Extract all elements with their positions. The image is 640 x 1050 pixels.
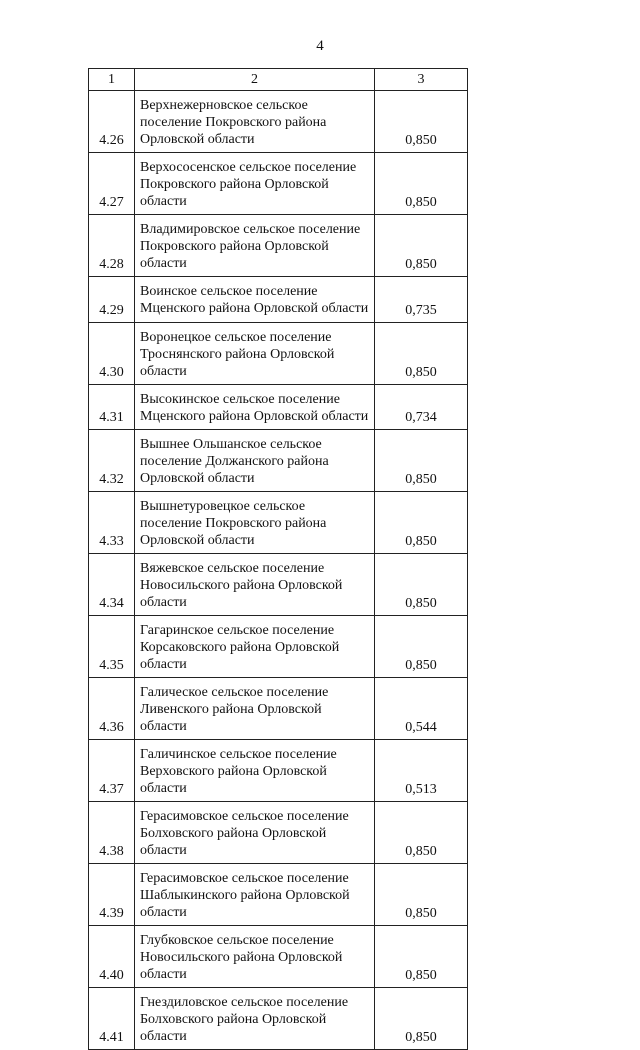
coefficient-value: 0,735 xyxy=(375,277,468,323)
settlement-name: Гнездиловское сельское поселение Болховского района Орловской области xyxy=(135,988,375,1050)
table-row xyxy=(89,926,468,988)
row-number: 4.36 xyxy=(89,678,135,740)
table-row xyxy=(89,740,468,802)
settlement-name: Воинское сельское поселение Мценского района Орловской области xyxy=(135,277,375,323)
coefficient-value: 0,850 xyxy=(375,864,468,926)
row-number: 4.39 xyxy=(89,864,135,926)
row-number: 4.38 xyxy=(89,802,135,864)
table-row xyxy=(89,277,468,323)
settlement-name: Владимировское сельское поселение Покровского района Орловской области xyxy=(135,215,375,277)
settlement-name: Глубковское сельское поселение Новосильского района Орловской области xyxy=(135,926,375,988)
table-row xyxy=(89,153,468,215)
coefficient-value: 0,850 xyxy=(375,926,468,988)
coefficient-value: 0,734 xyxy=(375,384,468,430)
row-number: 4.28 xyxy=(89,215,135,277)
coefficient-value: 0,850 xyxy=(375,215,468,277)
table-row xyxy=(89,492,468,554)
settlement-name: Гагаринское сельское поселение Корсаковского района Орловской области xyxy=(135,616,375,678)
coefficient-value: 0,513 xyxy=(375,740,468,802)
table-row xyxy=(89,678,468,740)
settlement-name: Герасимовское сельское поселение Шаблыкинского района Орловской области xyxy=(135,864,375,926)
row-number: 4.32 xyxy=(89,430,135,492)
row-number: 4.40 xyxy=(89,926,135,988)
row-number: 4.41 xyxy=(89,988,135,1050)
settlement-name: Галичинское сельское поселение Верховского района Орловской области xyxy=(135,740,375,802)
row-number: 4.31 xyxy=(89,384,135,430)
coefficient-value: 0,850 xyxy=(375,554,468,616)
table-row xyxy=(89,616,468,678)
header-col-1: 1 xyxy=(89,69,135,91)
row-number: 4.34 xyxy=(89,554,135,616)
row-number: 4.35 xyxy=(89,616,135,678)
table-body xyxy=(89,91,468,1050)
row-number: 4.27 xyxy=(89,153,135,215)
settlement-name: Вяжевское сельское поселение Новосильского района Орловской области xyxy=(135,554,375,616)
settlement-name: Верхососенское сельское поселение Покровского района Орловской области xyxy=(135,153,375,215)
coefficient-value: 0,850 xyxy=(375,988,468,1050)
row-number: 4.33 xyxy=(89,492,135,554)
coefficient-value: 0,850 xyxy=(375,802,468,864)
coefficient-value: 0,850 xyxy=(375,492,468,554)
settlement-name: Воронецкое сельское поселение Троснянского района Орловской области xyxy=(135,322,375,384)
table-row xyxy=(89,554,468,616)
header-col-3: 3 xyxy=(375,69,468,91)
table-row xyxy=(89,430,468,492)
table-row xyxy=(89,215,468,277)
coefficient-value: 0,850 xyxy=(375,322,468,384)
table-row xyxy=(89,802,468,864)
coefficient-value: 0,850 xyxy=(375,91,468,153)
coefficient-value: 0,544 xyxy=(375,678,468,740)
settlement-name: Высокинское сельское поселение Мценского района Орловской области xyxy=(135,384,375,430)
settlement-name: Вышнетуровецкое сельское поселение Покровского района Орловской области xyxy=(135,492,375,554)
coefficient-value: 0,850 xyxy=(375,153,468,215)
data-table xyxy=(88,68,468,1050)
row-number: 4.30 xyxy=(89,322,135,384)
page-number: 4 xyxy=(316,38,324,54)
row-number: 4.29 xyxy=(89,277,135,323)
settlement-name: Галическое сельское поселение Ливенского района Орловской области xyxy=(135,678,375,740)
header-col-2: 2 xyxy=(135,69,375,91)
settlement-name: Верхнежерновское сельское поселение Покровского района Орловской области xyxy=(135,91,375,153)
row-number: 4.26 xyxy=(89,91,135,153)
table-row xyxy=(89,322,468,384)
table-row xyxy=(89,864,468,926)
table-header xyxy=(89,69,468,91)
row-number: 4.37 xyxy=(89,740,135,802)
coefficient-value: 0,850 xyxy=(375,616,468,678)
settlement-name: Герасимовское сельское поселение Болховского района Орловской области xyxy=(135,802,375,864)
header-row xyxy=(89,69,468,91)
table-row xyxy=(89,988,468,1050)
table-row xyxy=(89,384,468,430)
settlement-name: Вышнее Ольшанское сельское поселение Должанского района Орловской области xyxy=(135,430,375,492)
table-row xyxy=(89,91,468,153)
coefficient-value: 0,850 xyxy=(375,430,468,492)
